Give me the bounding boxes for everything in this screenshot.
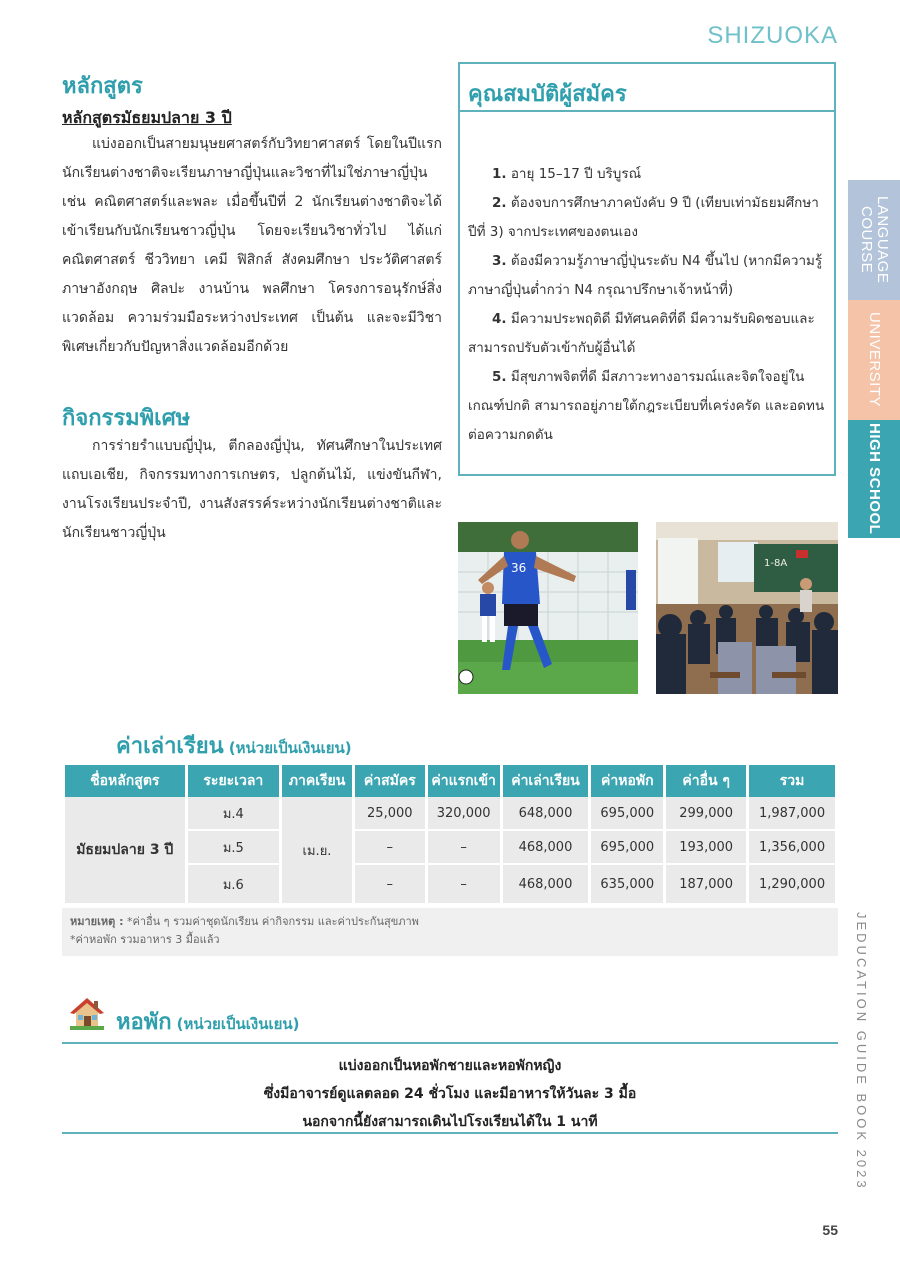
- dormitory-info: [62, 1042, 838, 1134]
- dorm-cell: 695,000: [591, 797, 663, 831]
- tuition-cell: 648,000: [503, 797, 589, 831]
- dorm-cell: 695,000: [591, 831, 663, 865]
- dorm-line: นอกจากนี้ยังสามารถเดินไปโรงเรียนได้ใน 1 นาที: [302, 1114, 598, 1130]
- term-cell: เม.ย.: [282, 797, 352, 905]
- qualification-item: 4. มีความประพฤติดี มีทัศนคติที่ดี มีความรับผิดชอบและสามารถปรับตัวเข้ากับผู้อื่นได้: [468, 311, 815, 356]
- course-name-cell: มัธยมปลาย 3 ปี: [65, 797, 185, 905]
- dormitory-heading: หอพัก: [116, 1010, 172, 1035]
- application-cell: –: [355, 831, 425, 865]
- tuition-notes: [62, 908, 838, 956]
- col-total: รวม: [749, 765, 835, 797]
- curriculum-body: แบ่งออกเป็นสายมนุษยศาสตร์กับวิทยาศาสตร์ โดยในปีแรกนักเรียนต่างชาติจะเรียนภาษาญี่ปุ่นและวิชาที่ไม่ใช่ภาษาญี่ปุ่น เช่น คณิตศาสตร์และพละ เมื่อขึ้นปีที่ 2 นักเรียนต่างชาติจะได้เข้าเรียนกับนักเรียนชาวญี่ปุ่น โดยจะเรียนวิชาทั่วไป ได้แก่ คณิตศาสตร์ ชีววิทยา เคมี ฟิสิกส์ สังคมศึกษา ประวัติศาสตร์ ภาษาอังกฤษ ศิลปะ งานบ้าน พลศึกษา โครงการอนุรักษ์สิ่งแวดล้อม ความร่วมมือระหว่างประเทศ เป็นต้น และจะมีวิชาพิเศษเกี่ยวกับปัญหาสิ่งแวดล้อมอีกด้วย: [62, 136, 442, 355]
- qualifications-heading: คุณสมบัติผู้สมัคร: [468, 82, 627, 107]
- dorm-line: แบ่งออกเป็นหอพักชายและหอพักหญิง: [338, 1058, 562, 1074]
- period-cell: ม.5: [188, 831, 280, 865]
- tuition-heading-group: [116, 728, 352, 763]
- application-cell: –: [355, 865, 425, 905]
- tuition-unit: (หน่วยเป็นเงินเยน): [228, 739, 352, 757]
- tuition-cell: 468,000: [503, 831, 589, 865]
- other-cell: 299,000: [666, 797, 746, 831]
- dormitory-heading-group: [116, 1004, 299, 1039]
- dormitory-unit: (หน่วยเป็นเงินเยน): [176, 1015, 300, 1033]
- other-cell: 187,000: [666, 865, 746, 905]
- total-cell: 1,290,000: [749, 865, 835, 905]
- side-tab-high-school[interactable]: HIGH SCHOOL: [848, 420, 900, 538]
- qualifications-box: [458, 62, 836, 476]
- col-course: ชื่อหลักสูตร: [65, 765, 185, 797]
- col-period: ระยะเวลา: [188, 765, 280, 797]
- qualification-item: 5. มีสุขภาพจิตที่ดี มีสภาวะทางอารมณ์และจิตใจอยู่ในเกณฑ์ปกติ สามารถอยู่ภายใต้กฎระเบียบที่เคร่งครัด และอดทนต่อความกดดัน: [468, 369, 825, 443]
- region-title: SHIZUOKA: [707, 22, 838, 49]
- dorm-line: ซึ่งมีอาจารย์ดูแลตลอด 24 ชั่วโมง และมีอาหารให้วันละ 3 มื้อ: [263, 1086, 637, 1102]
- col-tuition-fee: ค่าเล่าเรียน: [503, 765, 589, 797]
- table-row: [65, 797, 835, 831]
- tuition-table: [62, 765, 838, 905]
- curriculum-heading: หลักสูตร: [62, 74, 143, 99]
- side-tab-university[interactable]: UNIVERSITY: [848, 300, 900, 420]
- total-cell: 1,356,000: [749, 831, 835, 865]
- qualification-item: 1. อายุ 15–17 ปี บริบูรณ์: [492, 166, 642, 182]
- qualification-item: 2. ต้องจบการศึกษาภาคบังคับ 9 ปี (เทียบเท่ามัธยมศึกษาปีที่ 3) จากประเทศของตนเอง: [468, 195, 819, 240]
- entrance-cell: –: [428, 831, 500, 865]
- note-label: หมายเหตุ :: [70, 915, 124, 928]
- house-icon: [70, 996, 104, 1030]
- soccer-photo: [458, 522, 638, 694]
- tuition-cell: 468,000: [503, 865, 589, 905]
- qualification-item: 3. ต้องมีความรู้ภาษาญี่ปุ่นระดับ N4 ขึ้นไป (หากมีความรู้ภาษาญี่ปุ่นต่ำกว่า N4 กรุณาปรึกษาเจ้าหน้าที่): [468, 253, 823, 298]
- application-cell: 25,000: [355, 797, 425, 831]
- period-cell: ม.4: [188, 797, 280, 831]
- dorm-cell: 635,000: [591, 865, 663, 905]
- svg-text:1-8A: 1-8A: [764, 558, 788, 569]
- period-cell: ม.6: [188, 865, 280, 905]
- tuition-header-row: [65, 765, 835, 797]
- col-term: ภาคเรียน: [282, 765, 352, 797]
- entrance-cell: 320,000: [428, 797, 500, 831]
- col-other-fee: ค่าอื่น ๆ: [666, 765, 746, 797]
- col-entrance-fee: ค่าแรกเข้า: [428, 765, 500, 797]
- other-cell: 193,000: [666, 831, 746, 865]
- entrance-cell: –: [428, 865, 500, 905]
- tuition-heading: ค่าเล่าเรียน: [116, 734, 224, 759]
- page-number: 55: [822, 1222, 838, 1238]
- curriculum-subheading: หลักสูตรมัธยมปลาย 3 ปี: [62, 108, 232, 127]
- note-other-fees: *ค่าอื่น ๆ รวมค่าชุดนักเรียน ค่ากิจกรรม และค่าประกันสุขภาพ: [127, 915, 419, 928]
- classroom-photo: [656, 522, 838, 694]
- col-dorm-fee: ค่าหอพัก: [591, 765, 663, 797]
- svg-text:36: 36: [511, 561, 527, 575]
- side-tab-language-course[interactable]: LANGUAGE COURSE: [848, 180, 900, 300]
- activities-heading: กิจกรรมพิเศษ: [62, 406, 191, 431]
- activities-body: การร่ายรำแบบญี่ปุ่น, ตีกลองญี่ปุ่น, ทัศนศึกษาในประเทศแถบเอเชีย, กิจกรรมทางการเกษตร, ปลูกต้นไม้, แข่งขันกีฬา, งานโรงเรียนประจำปี, งานสังสรรค์ระหว่างนักเรียนต่างชาติและนักเรียนชาวญี่ปุ่น: [62, 438, 442, 541]
- col-application-fee: ค่าสมัคร: [355, 765, 425, 797]
- qualifications-list: [460, 112, 834, 450]
- guide-book-label: JEDUCATION GUIDE BOOK 2023: [854, 912, 869, 1191]
- total-cell: 1,987,000: [749, 797, 835, 831]
- note-dorm-meals: *ค่าหอพัก รวมอาหาร 3 มื้อแล้ว: [70, 933, 220, 946]
